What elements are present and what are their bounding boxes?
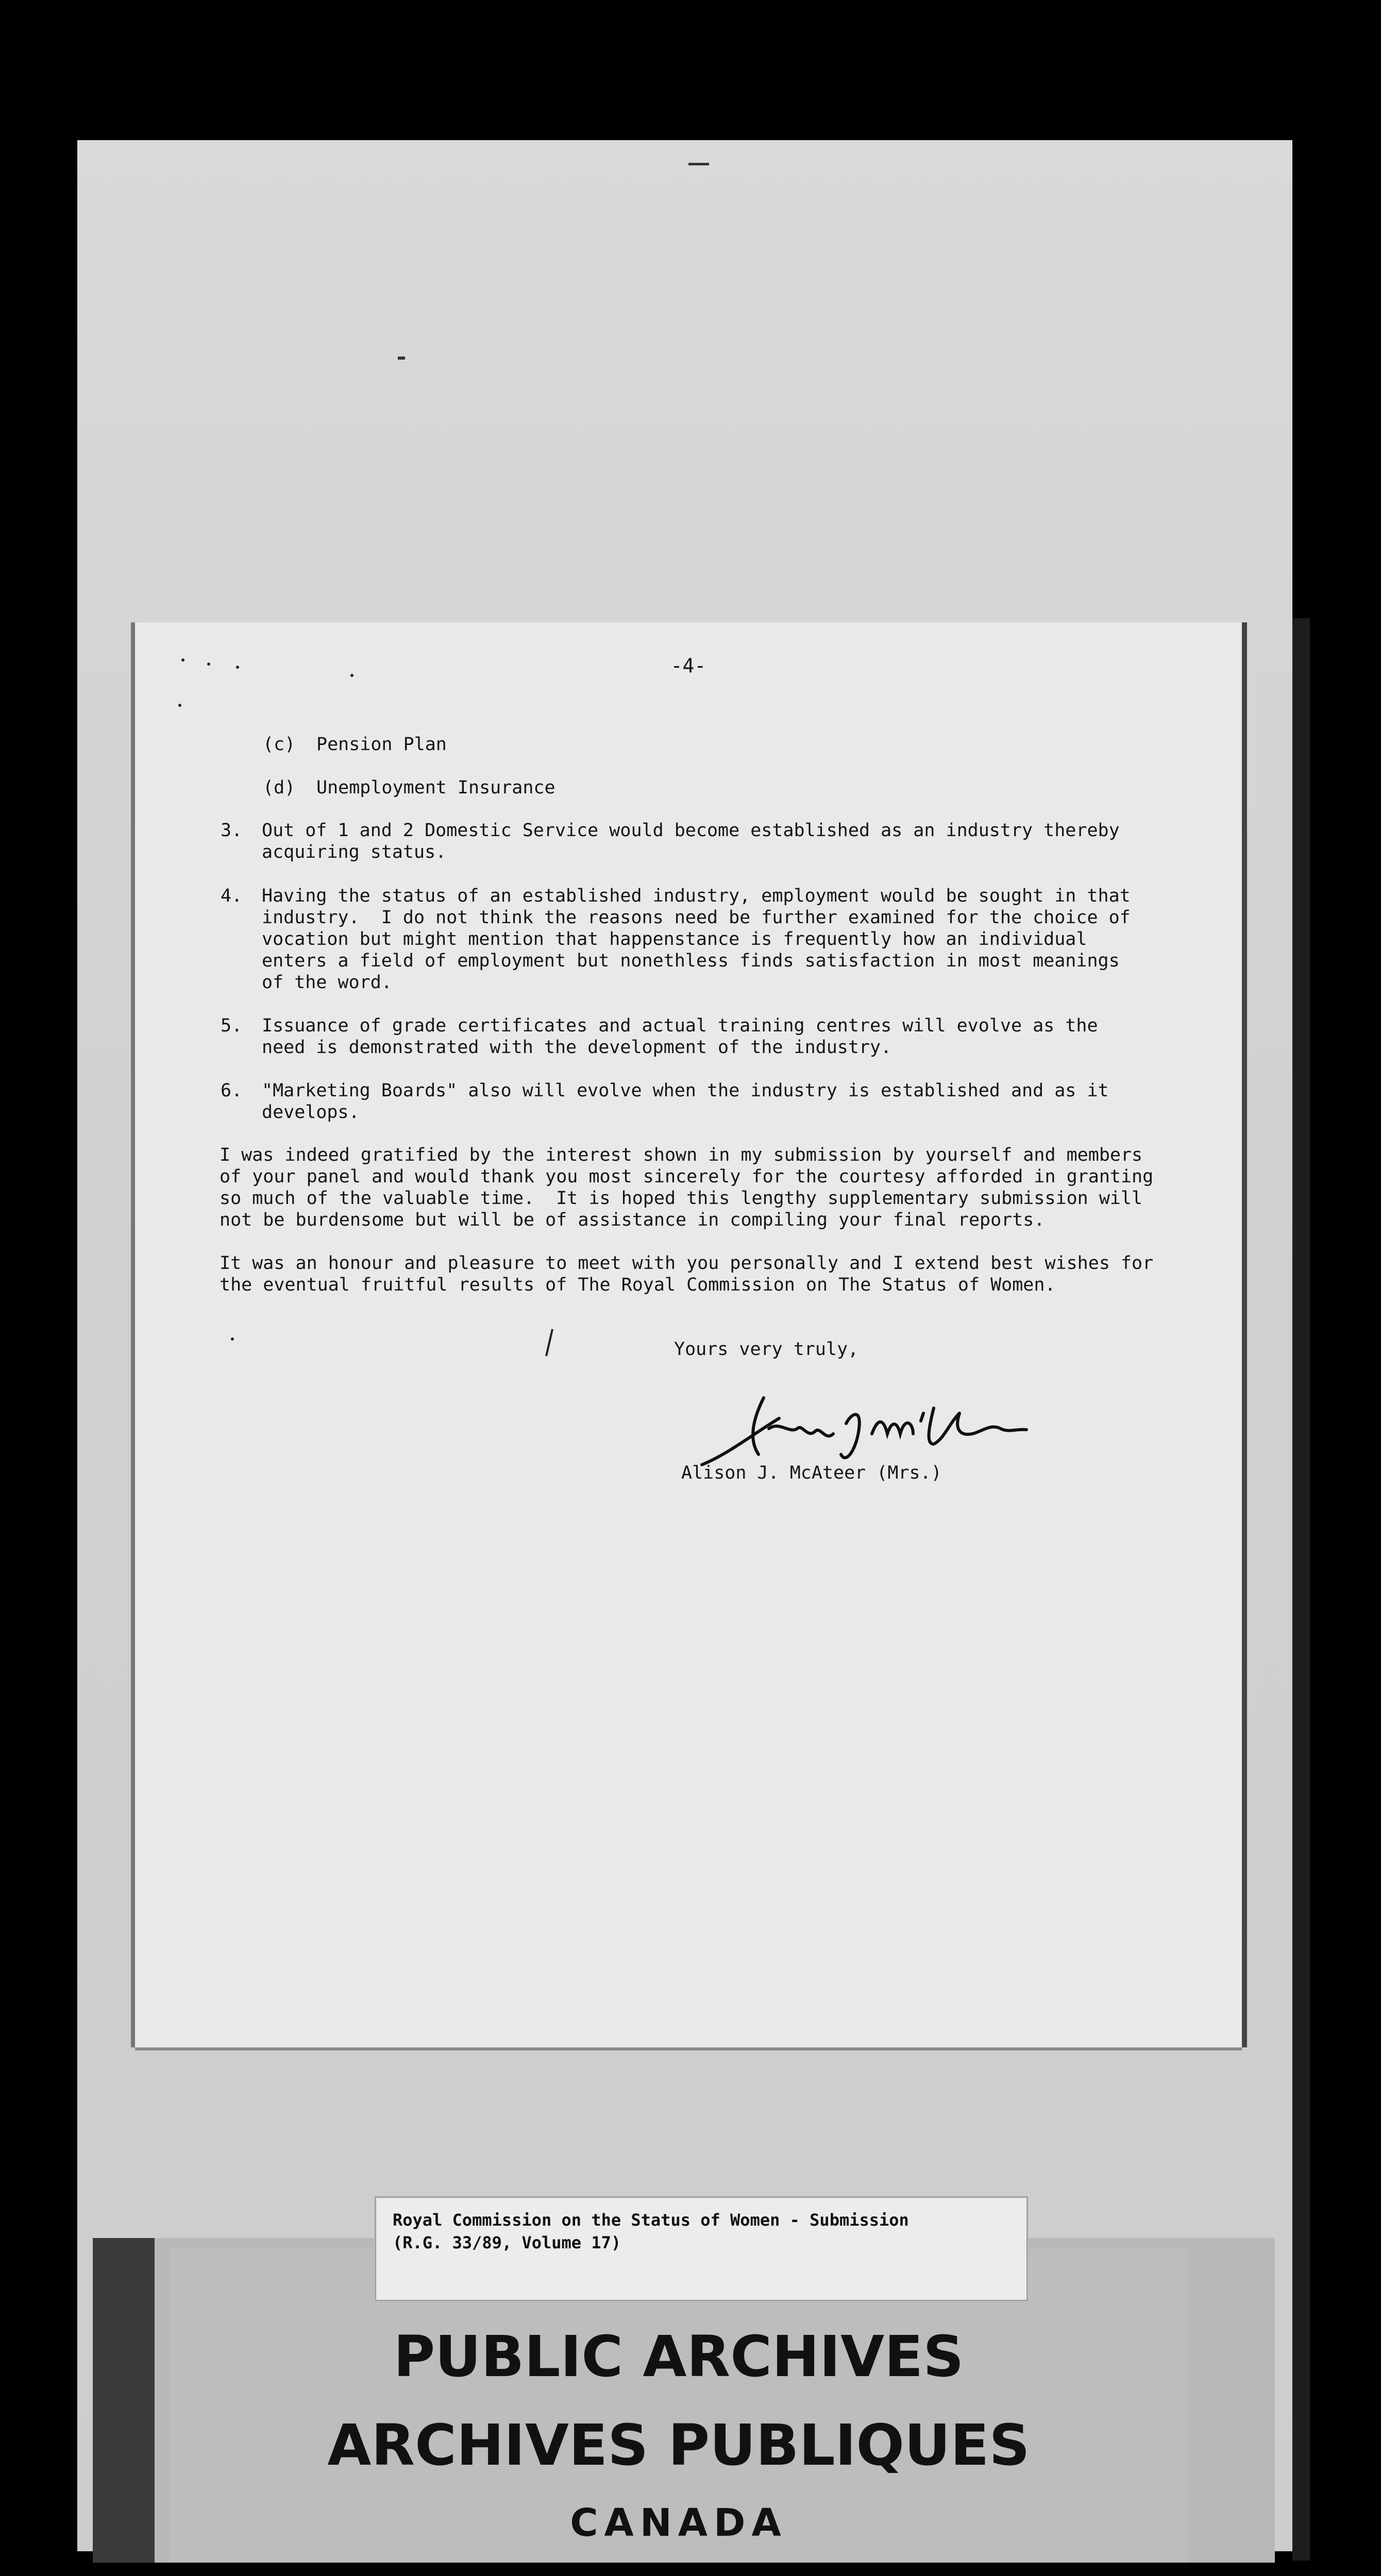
item-d-marker: (d) bbox=[263, 777, 296, 798]
body-paragraph-line: of your panel and would thank you most sincerely for the courtesy afforded in granting bbox=[220, 1166, 1154, 1187]
item-6-marker: 6. bbox=[221, 1080, 243, 1101]
body-paragraph-line: the eventual fruitful results of The Royal Commission on The Status of Women. bbox=[220, 1275, 1056, 1295]
page-speck bbox=[231, 1337, 234, 1341]
stamp-line-country: CANADA bbox=[570, 2501, 787, 2545]
document-page bbox=[135, 622, 1242, 2047]
body-paragraph-line: It was an honour and pleasure to meet with you personally and I extend best wishes for bbox=[220, 1253, 1154, 1274]
mount-edge-shadow bbox=[1292, 618, 1310, 2561]
item-3-line: acquiring status. bbox=[262, 842, 447, 862]
mount-mark bbox=[398, 357, 405, 360]
item-5-marker: 5. bbox=[221, 1015, 243, 1036]
item-c-marker: (c) bbox=[263, 734, 296, 755]
signatory-name: Alison J. McAteer (Mrs.) bbox=[681, 1463, 942, 1483]
item-4-line: Having the status of an established industry, employment would be sought in that bbox=[262, 886, 1131, 906]
page-number: -4- bbox=[670, 654, 706, 677]
body-paragraph-line: I was indeed gratified by the interest shown in my submission by yourself and members bbox=[220, 1145, 1143, 1165]
item-4-line: of the word. bbox=[262, 972, 392, 993]
item-d-text: Unemployment Insurance bbox=[316, 777, 555, 798]
body-paragraph-line: so much of the valuable time. It is hoped this lengthy supplementary submission will bbox=[220, 1188, 1143, 1209]
collection-label bbox=[375, 2197, 1028, 2301]
item-4-marker: 4. bbox=[221, 886, 243, 906]
item-5-line: Issuance of grade certificates and actual training centres will evolve as the bbox=[262, 1015, 1098, 1036]
item-4-line: enters a field of employment but nonethless finds satisfaction in most meanings bbox=[262, 951, 1120, 971]
item-4-line: vocation but might mention that happenstance is frequently how an individual bbox=[262, 929, 1087, 950]
item-5-line: need is demonstrated with the development of the industry. bbox=[262, 1037, 892, 1058]
stamp-line-english: PUBLIC ARCHIVES bbox=[393, 2324, 964, 2389]
closing: Yours very truly, bbox=[674, 1339, 859, 1360]
body-paragraph-line: not be burdensome but will be of assistance in compiling your final reports. bbox=[220, 1210, 1045, 1230]
stamp-line-french: ARCHIVES PUBLIQUES bbox=[327, 2412, 1030, 2478]
item-6-line: "Marketing Boards" also will evolve when the industry is established and as it bbox=[262, 1080, 1109, 1101]
pen-stroke bbox=[543, 1328, 555, 1357]
collection-label-title: Royal Commission on the Status of Women - Submission bbox=[393, 2210, 909, 2230]
item-3-line: Out of 1 and 2 Domestic Service would become established as an industry thereby bbox=[262, 820, 1120, 841]
page-speck bbox=[178, 704, 181, 707]
collection-label-reference: (R.G. 33/89, Volume 17) bbox=[393, 2233, 621, 2252]
item-4-line: industry. I do not think the reasons need be further examined for the choice of bbox=[262, 907, 1131, 928]
item-c-text: Pension Plan bbox=[316, 734, 447, 755]
signature-image bbox=[692, 1393, 1042, 1470]
mount-mark bbox=[688, 163, 709, 165]
item-3-marker: 3. bbox=[221, 820, 243, 841]
item-6-line: develops. bbox=[262, 1102, 360, 1123]
